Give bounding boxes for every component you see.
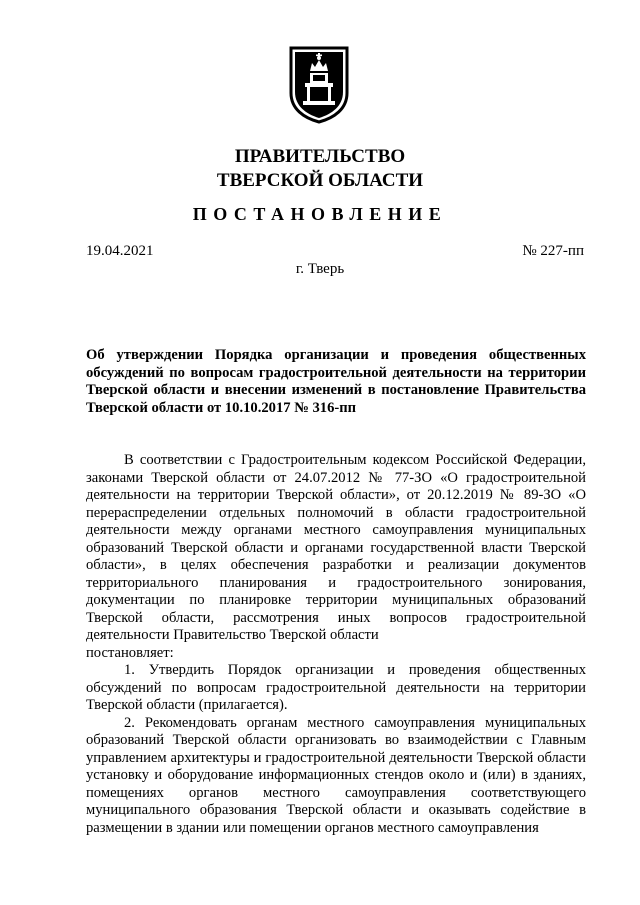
- resolves-paragraph: постановляет:: [86, 644, 174, 661]
- item-1-paragraph: 1. Утвердить Порядок организации и проведения общественных обсуждений по вопросам градостроительной деятельности на территории Тверской области (прилагается).: [86, 662, 586, 713]
- intro-paragraph: В соответствии с Градостроительным кодексом Российской Федерации, законами Тверской области от 24.07.2012 № 77-ЗО «О градостроительной деятельности на территории Тверской области», от 20.12.2019 № 89-ЗО «О перераспределении отдельных полномочий в области градостроительной деятельности между органами местного самоуправления муниципальных образований Тверской области и органами государственной власти Тверской области», в целях обеспечения разработки и реализации документов территориального планирования и градостроительного зонирования, документации по планировке территории муниципальных образований Тверской области, рассмотрения иных вопросов градостроительной деятельности Правительство Тверской области: [86, 452, 586, 643]
- tver-coat-of-arms-icon: [288, 45, 350, 124]
- document-number: № 227-пп: [522, 243, 584, 259]
- document-title: Об утверждении Порядка организации и проведения общественных обсуждений по вопросам градостроительной деятельности на территории Тверской области и внесении изменений в постановление Правительства Тверской области от 10.10.2017 № 316-пп: [86, 347, 586, 416]
- document-body: [86, 452, 586, 837]
- item-2-paragraph: 2. Рекомендовать органам местного самоуправления муниципальных образований Тверской области организовать во взаимодействии с Главным управлением архитектуры и градостроительной деятельности Тверской области установку и оборудование информационных стендов около и (или) в зданиях, помещениях органов местного самоуправления соответствующего муниципального образования Тверской области и оказывать содействие в размещении в здании или помещении органов местного самоуправления: [86, 714, 586, 836]
- document-date: 19.04.2021: [86, 243, 154, 259]
- document-city: г. Тверь: [295, 261, 345, 277]
- government-name-line1: ПРАВИТЕЛЬСТВО: [234, 146, 406, 167]
- government-name-line2: ТВЕРСКОЙ ОБЛАСТИ: [216, 170, 424, 191]
- document-type-heading: ПОСТАНОВЛЕНИЕ: [192, 204, 448, 224]
